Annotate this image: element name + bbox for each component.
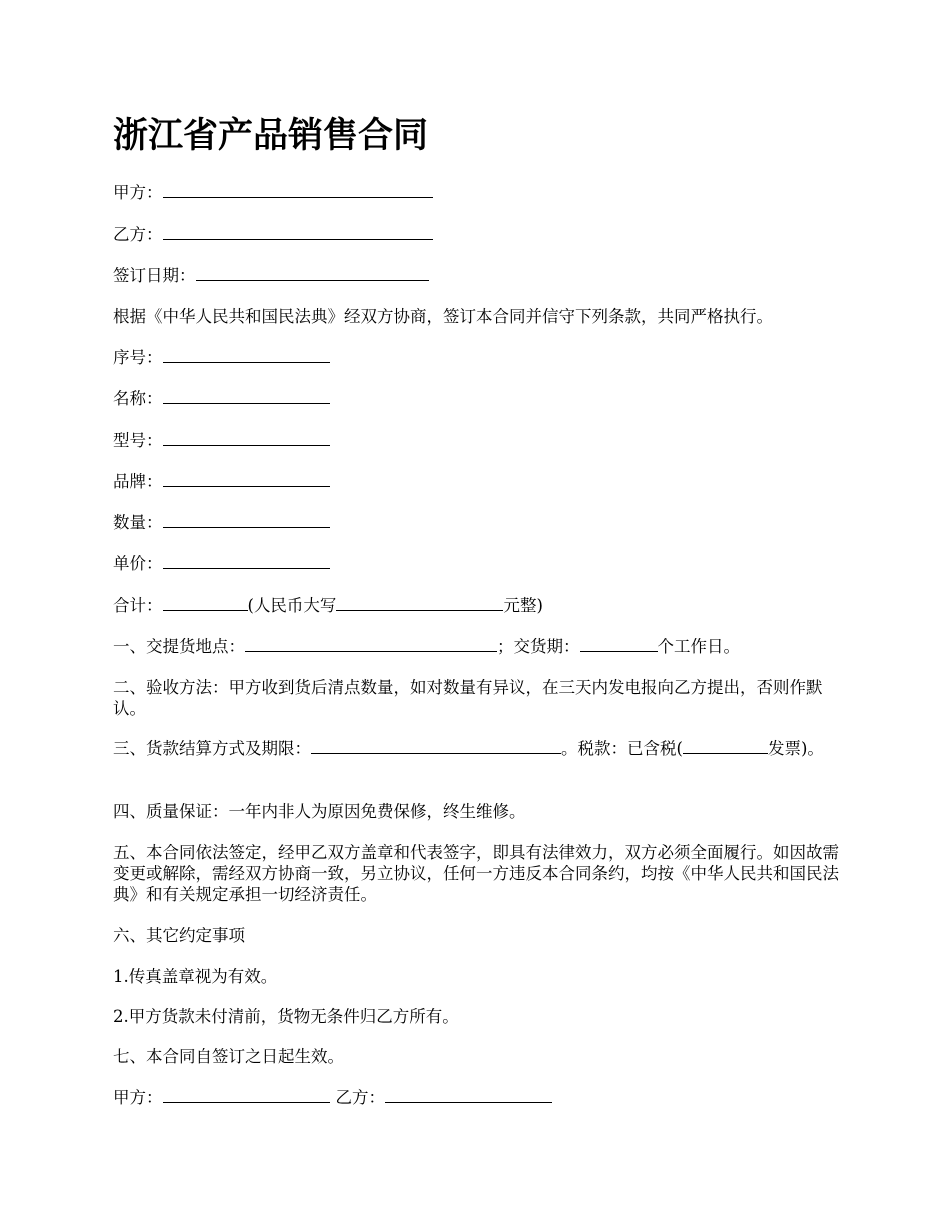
total-rmb-blank[interactable] [336,609,503,611]
delivery-days-blank[interactable] [580,650,658,652]
name-blank[interactable] [163,402,330,404]
total-rmb-prefix: (人民币大写 [247,596,337,615]
clause-1-middle: ；交货期： [497,637,580,656]
name-line [113,388,330,409]
party-a-blank[interactable] [163,196,433,198]
clause-2: 二、验收方法：甲方收到货后清点数量，如对数量有异议，在三天内发电报向乙方提出，否则作默认。 [113,678,823,718]
sign-party-a-label: 甲方： [113,1088,163,1107]
serial-blank[interactable] [163,361,330,363]
sign-date-blank[interactable] [196,279,429,281]
sign-party-a-blank[interactable] [163,1101,330,1103]
sign-date-label: 签订日期： [113,266,196,285]
item-2: 2.甲方货款未付清前，货物无条件归乙方所有。 [113,1007,459,1026]
document-title: 浙江省产品销售合同 [113,115,429,156]
invoice-type-blank[interactable] [683,752,768,754]
item-1: 1.传真盖章视为有效。 [113,967,278,986]
clause-3-prefix: 三、货款结算方式及期限： [113,739,311,758]
quantity-label: 数量： [113,513,163,532]
clause-3-middle: 。税款：已含税( [561,739,683,758]
model-label: 型号： [113,431,163,450]
brand-blank[interactable] [163,485,330,487]
name-label: 名称： [113,389,163,408]
clause-7: 七、本合同自签订之日起生效。 [113,1047,344,1066]
payment-terms-blank[interactable] [311,752,561,754]
party-a-label: 甲方： [113,183,163,202]
clause-1-prefix: 一、交提货地点： [113,637,245,656]
party-a-line [113,182,433,203]
quantity-line [113,512,330,533]
model-line [113,430,330,451]
quantity-blank[interactable] [163,526,330,528]
unit-price-blank[interactable] [163,567,330,569]
party-b-line [113,224,433,245]
total-label: 合计： [113,596,163,615]
total-rmb-suffix: 元整) [503,596,543,615]
serial-line [113,347,330,368]
party-b-blank[interactable] [163,238,433,240]
clause-1 [113,636,740,657]
party-b-label: 乙方： [113,225,163,244]
clause-3 [113,738,853,759]
unit-price-label: 单价： [113,554,163,573]
total-line [113,595,543,616]
brand-label: 品牌： [113,472,163,491]
clause-3-suffix: 发票)。 [767,739,824,758]
brand-line [113,471,330,492]
clause-6: 六、其它约定事项 [113,926,245,945]
signature-line [113,1087,552,1108]
intro-paragraph: 根据《中华人民共和国民法典》经双方协商，签订本合同并信守下列条款，共同严格执行。 [113,307,773,326]
serial-label: 序号： [113,348,163,367]
total-amount-blank[interactable] [163,609,248,611]
sign-party-b-blank[interactable] [385,1101,552,1103]
clause-4: 四、质量保证：一年内非人为原因免费保修，终生维修。 [113,802,526,821]
model-blank[interactable] [163,444,330,446]
sign-date-line [113,265,429,286]
clause-5: 五、本合同依法签定，经甲乙双方盖章和代表签字，即具有法律效力，双方必须全面履行。如因故需变更或解除，需经双方协商一致，另立协议，任何一方违反本合同条约，均按《中华人民共和国民法典》和有关规定承担一切经济责任。 [113,843,839,904]
delivery-place-blank[interactable] [245,650,497,652]
unit-price-line [113,553,330,574]
sign-party-b-label: 乙方： [335,1088,385,1107]
clause-1-suffix: 个工作日。 [657,637,740,656]
